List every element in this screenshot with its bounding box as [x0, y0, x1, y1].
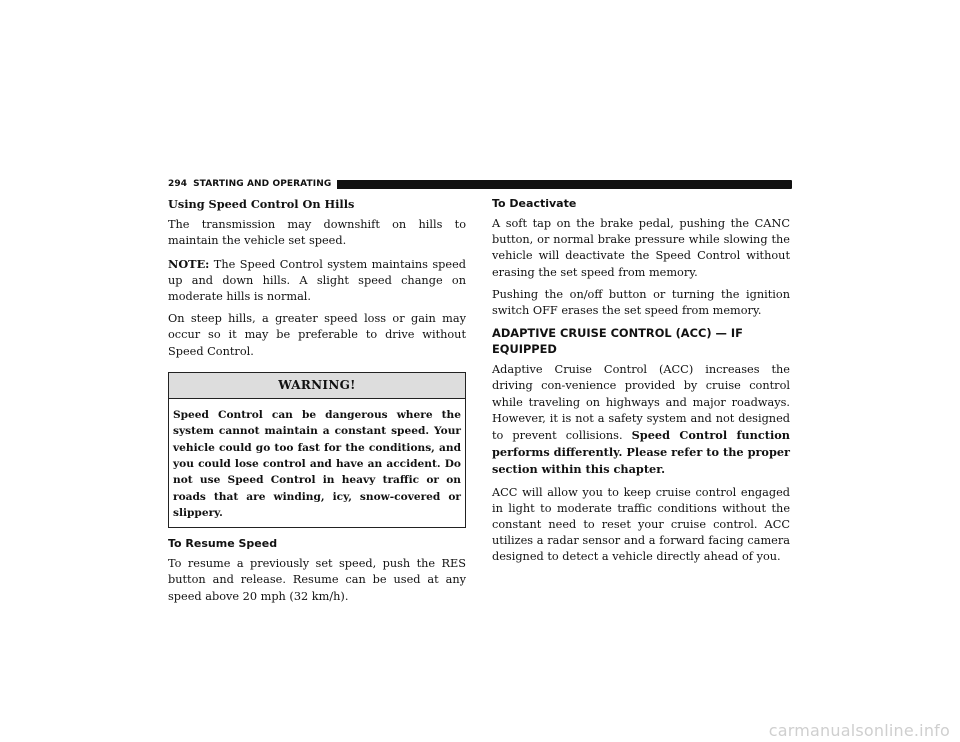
acc-paragraph-1-text: Adaptive Cruise Control (ACC) increases the driving con-venience provided by cruise control while traveling on highways and major roadways. However, it is not a safety system and not designed to prevent collisions.	[492, 363, 790, 443]
note-label: NOTE:	[168, 256, 210, 271]
acc-heading: ADAPTIVE CRUISE CONTROL (ACC) — IF EQUIPPED	[492, 326, 743, 357]
deactivate-paragraph-1: A soft tap on the brake pedal, pushing the CANC button, or normal brake pressure while slowing the vehicle will deactivate the Speed Control without erasing the set speed from memory.	[492, 217, 790, 279]
hills-heading: Using Speed Control On Hills	[168, 197, 355, 211]
warning-box	[168, 372, 466, 528]
acc-paragraph-2: ACC will allow you to keep cruise control engaged in light to moderate traffic conditions without the constant need to reset your cruise control. ACC utilizes a radar sensor and a forward facing camera designed to detect a vehicle directly ahead of you.	[492, 485, 790, 564]
page-number: 294	[168, 179, 188, 189]
acc-paragraph-1-bold: Speed Control function performs differently. Please refer to the proper section within this chapter.	[492, 428, 790, 477]
header-rule	[337, 180, 792, 189]
deactivate-heading: To Deactivate	[492, 197, 577, 210]
hills-paragraph-1: The transmission may downshift on hills to maintain the vehicle set speed.	[168, 218, 466, 248]
left-column	[168, 196, 466, 611]
warning-title: WARNING!	[169, 373, 465, 399]
acc-paragraph-1	[492, 362, 790, 478]
resume-paragraph: To resume a previously set speed, push the RES button and release. Resume can be used at any speed above 20 mph (32 km/h).	[168, 557, 466, 603]
section-title: STARTING AND OPERATING	[193, 179, 332, 189]
deactivate-paragraph-2: Pushing the on/off button or turning the ignition switch OFF erases the set speed from memory.	[492, 287, 790, 318]
note-text: The Speed Control system maintains speed up and down hills. A slight speed change on moderate hills is normal.	[168, 257, 466, 304]
page-header	[168, 177, 792, 191]
hills-paragraph-2: On steep hills, a greater speed loss or gain may occur so it may be preferable to drive without Speed Control.	[168, 312, 466, 358]
watermark: carmanualsonline.info	[768, 721, 950, 740]
right-column	[492, 196, 790, 572]
warning-text: Speed Control can be dangerous where the system cannot maintain a constant speed. Your vehicle could go too fast for the conditions, and you could lose control and have an accident. Do not use Speed Control in heavy traffic or on roads that are winding, icy, snow-covered or slippery.	[173, 409, 461, 519]
note-paragraph	[168, 256, 466, 306]
resume-heading: To Resume Speed	[168, 537, 278, 551]
